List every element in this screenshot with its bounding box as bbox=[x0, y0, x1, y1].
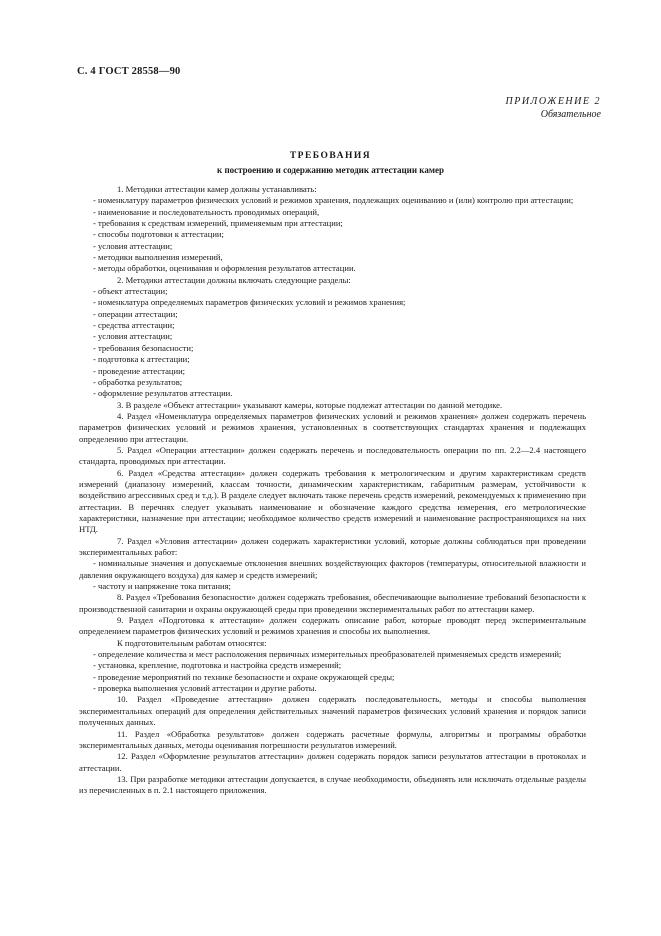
list-item: - требования безопасности; bbox=[93, 342, 194, 353]
list-item: - условия аттестации; bbox=[93, 331, 173, 342]
page-header: С. 4 ГОСТ 28558—90 bbox=[77, 66, 181, 77]
list-item: - операции аттестации; bbox=[93, 308, 178, 319]
list-item: - обработка результатов; bbox=[93, 376, 183, 387]
paragraph: 7. Раздел «Условия аттестации» должен содержать характеристики условий, которые должны соблюдаться при проведении экспериментальных работ: bbox=[79, 535, 586, 557]
list-item: - номинальные значения и допускаемые отклонения внешних воздействующих факторов (температуры, относительной влажности и давления окружающего воздуха) для камер и средств измерений; bbox=[79, 558, 586, 580]
paragraph: К подготовительным работам относятся: bbox=[117, 637, 267, 648]
list-item: - требования к средствам измерений, применяемым при аттестации; bbox=[93, 218, 343, 229]
list-item: - средства аттестации; bbox=[93, 320, 175, 331]
document-body bbox=[79, 184, 586, 797]
list-item: - определение количества и мест расположения первичных измерительных преобразователей применяемых средств измерений; bbox=[93, 649, 562, 660]
list-item: - условия аттестации; bbox=[93, 240, 173, 251]
list-item: - номенклатура определяемых параметров физических условий и режимов хранения; bbox=[93, 297, 406, 308]
list-item: - методики выполнения измерений, bbox=[93, 252, 223, 263]
list-item: - номенклатуру параметров физических условий и режимов хранения, подлежащих оцениванию и (или) контролю при аттестации; bbox=[93, 195, 574, 206]
paragraph: 12. Раздел «Оформление результатов аттестации» должен содержать порядок записи результатов аттестации в протоколах и аттестации. bbox=[79, 751, 586, 773]
paragraph: 4. Раздел «Номенклатура определяемых параметров физических условий и режимов хранения» должен содержать перечень параметров физических условий и режимов хранения, установленных в соответствующих стандартах хранения и подлежащих определению при аттестации. bbox=[79, 410, 586, 444]
appendix-label: ПРИЛОЖЕНИЕ 2 bbox=[505, 96, 601, 107]
list-item: - наименование и последовательность проводимых операций, bbox=[93, 206, 320, 217]
list-item: - способы подготовки к аттестации; bbox=[93, 229, 224, 240]
document-title bbox=[0, 149, 661, 177]
paragraph: 10. Раздел «Проведение аттестации» должен содержать последовательность, методы и способы выполнения экспериментальных операций для определения действительных значений параметров физических условий хранения и порядок записи полученных данных. bbox=[79, 694, 586, 728]
paragraph: 3. В разделе «Объект аттестации» указывают камеры, которые подлежат аттестации по данной методике. bbox=[117, 399, 503, 410]
paragraph: 6. Раздел «Средства аттестации» должен содержать требования к метрологическим и другим характеристикам средств измерений (диапазону измерений, классам точности, динамическим характеристикам, габаритным размерам, устойчивости к воздействию агрессивных сред и т.д.). В разделе следует включать также перечень средств измерений, рекомендуемых к применению при аттестации. В перечнях следует указывать наименование и обозначение каждого средства измерения, его метрологические характеристики, назначение при аттестации; необходимое количество средств измерений и наименование распространяющихся на них НТД. bbox=[79, 467, 586, 535]
appendix-label-block bbox=[506, 95, 602, 121]
title-subtitle: к построению и содержанию методик аттестации камер bbox=[217, 165, 444, 175]
list-item: - установка, крепление, подготовка и настройка средств измерений; bbox=[93, 660, 342, 671]
list-item: - частоту и напряжение тока питания; bbox=[93, 581, 231, 592]
list-item: - оформление результатов аттестации. bbox=[93, 388, 233, 399]
list-item: - методы обработки, оценивания и оформления результатов аттестации. bbox=[93, 263, 356, 274]
title-main: ТРЕБОВАНИЯ bbox=[289, 151, 372, 161]
list-item: - проведение аттестации; bbox=[93, 365, 186, 376]
list-item: - объект аттестации; bbox=[93, 286, 168, 297]
paragraph: 2. Методики аттестации должны включать следующие разделы: bbox=[117, 274, 351, 285]
paragraph: 13. При разработке методики аттестации допускается, в случае необходимости, объединять или исключать отдельные разделы из перечисленных в п. 2.1 настоящего приложения. bbox=[79, 773, 586, 796]
paragraph: 11. Раздел «Обработка результатов» должен содержать расчетные формулы, алгоритмы и программы обработки экспериментальных данных, методы оценивания погрешности результатов измерений. bbox=[79, 728, 586, 750]
appendix-status: Обязательное bbox=[540, 109, 601, 120]
list-item: - проведение мероприятий по технике безопасности и охране окружающей среды; bbox=[93, 671, 395, 682]
list-item: - подготовка к аттестации; bbox=[93, 354, 190, 365]
paragraph: 5. Раздел «Операции аттестации» должен содержать перечень и последовательность операции по пп. 2.2—2.4 настоящего стандарта, проводимых при аттестации. bbox=[79, 444, 586, 467]
paragraph: 8. Раздел «Требования безопасности» должен содержать требования, обеспечивающие выполнение требований безопасности к производственной санитарии и охраны окружающей среды при проведении экспериментальных работ по аттестации камер. bbox=[79, 592, 586, 614]
paragraph: 1. Методики аттестации камер должны устанавливать: bbox=[117, 184, 317, 194]
paragraph: 9. Раздел «Подготовка к аттестации» должен содержать описание работ, которые проводят перед экспериментальным определением параметров физических условий и режимов хранения и способы их выполнения. bbox=[79, 615, 586, 637]
list-item: - проверка выполнения условий аттестации и другие работы. bbox=[93, 683, 317, 694]
